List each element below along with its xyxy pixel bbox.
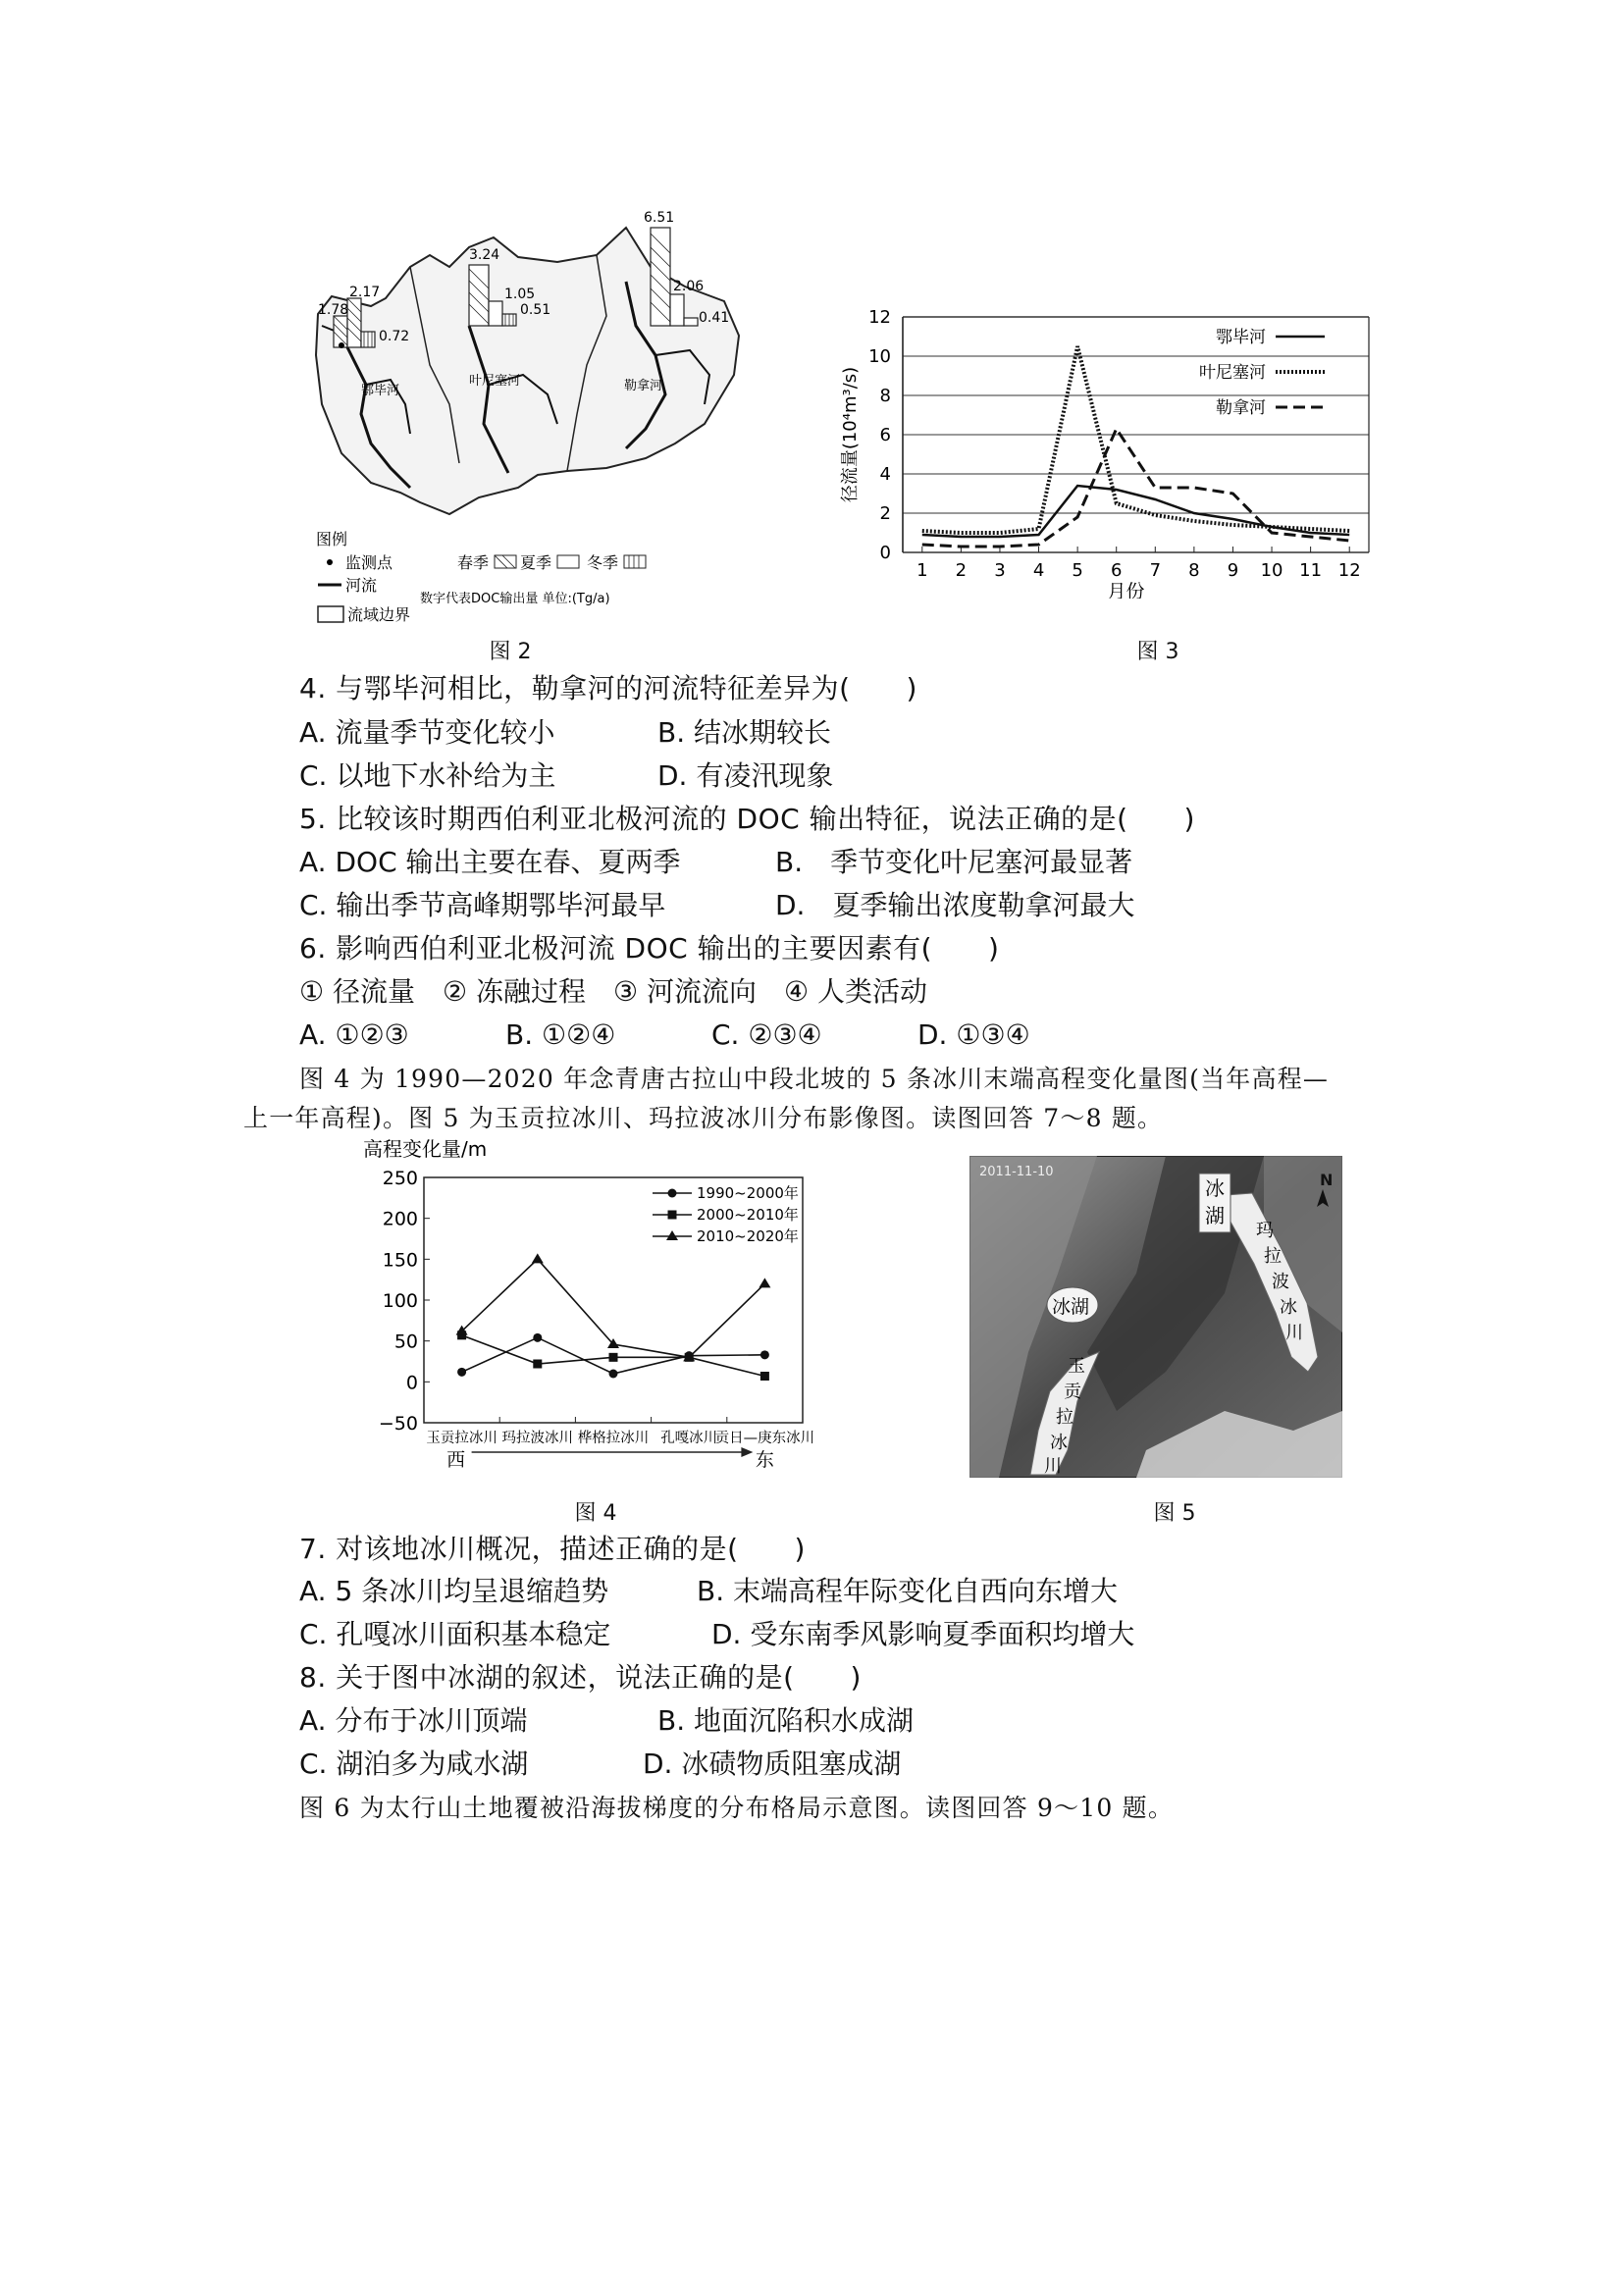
value-ob-spring: 1.78 [318,302,349,318]
glacier-left-char-3: 拉 [1056,1407,1073,1428]
q8-option-a: A. 分布于冰川顶端 [299,1704,528,1737]
q5-option-c: C. 输出季节高峰期鄂毕河最早 [299,889,666,921]
north-label: N [1320,1171,1334,1189]
x-tick-label: 3 [994,560,1006,581]
q7-option-d: D. 受东南季风影响夏季面积均增大 [711,1618,1135,1650]
q6-factors: ① 径流量 ② 冻融过程 ③ 河流流向 ④ 人类活动 [299,975,928,1008]
legend-title: 图例 [316,530,348,548]
value-yenisei-summer: 1.05 [504,287,536,302]
y-tick-label: 250 [382,1168,418,1189]
q4-option-c: C. 以地下水补给为主 [299,759,556,792]
y-tick-label: 6 [879,425,891,445]
bar-lena-spring [651,228,670,326]
value-ob-summer: 2.17 [349,285,381,300]
glacier-right-char-4: 冰 [1280,1297,1297,1318]
legend-label: 叶尼塞河 [1199,363,1266,383]
bar-yenisei-summer [489,301,502,326]
q4-option-a: A. 流量季节变化较小 [299,716,555,749]
glacier-right-char-1: 玛 [1256,1221,1274,1241]
x-tick-label: 8 [1188,560,1200,581]
basin-label-yenisei: 叶尼塞河 [469,374,521,389]
x-tick-label: 7 [1149,560,1162,581]
figure-2-map [312,208,754,640]
series-line-2 [922,346,1349,533]
figure-4-caption: 图 4 [574,1501,617,1526]
legend-winter-swatch [624,555,646,568]
figure-3-chart [834,299,1384,599]
y-tick-label: 12 [868,307,891,328]
bar-lena-winter [684,318,698,326]
q5-stem: 5. 比较该时期西伯利亚北极河流的 DOC 输出特征，说法正确的是( ) [299,803,1195,835]
legend-note: 数字代表DOC输出量 单位:(Tg/a) [420,592,610,606]
legend-marker [668,1211,677,1220]
value-yenisei-spring: 3.24 [469,247,500,263]
figure-5-caption: 图 5 [1153,1501,1196,1526]
legend-spring: 春季 [457,553,490,572]
legend-label: 鄂毕河 [1216,328,1266,347]
east-label: 东 [755,1449,774,1471]
data-point [760,1372,769,1381]
lake-left-label: 冰湖 [1052,1296,1090,1318]
glacier-left-char-4: 冰 [1050,1433,1068,1453]
q6-option-d: D. ①③④ [917,1018,1030,1051]
y-tick-label: 100 [382,1290,418,1312]
x-tick-label: 1 [916,560,928,581]
q8-option-d: D. 冰碛物质阻塞成湖 [643,1748,902,1780]
legend-boundary-symbol [318,606,343,622]
data-point [533,1333,542,1342]
intro-9-10: 图 6 为太行山土地覆被沿海拔梯度的分布格局示意图。读图回答 9～10 题。 [299,1794,1175,1822]
figure-2-caption: 图 2 [489,640,532,664]
data-point [760,1350,769,1359]
y-tick-label: 8 [879,386,891,406]
y-axis-label: 径流量(10⁴m³/s) [840,366,861,503]
x-tick-label: 2 [955,560,968,581]
y-tick-label: 4 [879,464,891,485]
glacier-right-char-5: 川 [1285,1323,1303,1343]
x-tick-label: 6 [1110,560,1123,581]
image-timestamp: 2011-11-10 [979,1165,1054,1179]
legend-label: 2000~2010年 [697,1206,799,1224]
q5-option-a: A. DOC 输出主要在春、夏两季 [299,846,681,878]
y-tick-label: −50 [378,1413,418,1435]
value-lena-spring: 6.51 [644,210,675,226]
glacier-right-char-2: 拉 [1264,1246,1282,1267]
y-axis-label: 高程变化量/m [363,1137,488,1161]
legend-winter: 冬季 [587,553,619,572]
x-axis-label: 月份 [1107,581,1145,599]
figure-4 [363,1136,922,1494]
y-tick-label: 200 [382,1208,418,1230]
y-tick-label: 0 [879,543,891,563]
x-tick-label: 孔嘎冰川 [660,1431,718,1446]
glacier-left-char-2: 贡 [1064,1382,1081,1402]
glacier-left-char-1: 玉 [1068,1356,1085,1377]
y-tick-label: 2 [879,503,891,524]
figure-3 [834,299,1384,599]
legend-label: 勒拿河 [1216,398,1266,418]
glacier-right-char-3: 波 [1272,1272,1289,1292]
x-tick-label: 桦格拉冰川 [577,1431,650,1446]
q4-option-b: B. 结冰期较长 [657,716,832,749]
data-point [609,1353,618,1362]
basin-label-lena: 勒拿河 [624,379,663,393]
q7-option-a: A. 5 条冰川均呈退缩趋势 [299,1575,609,1607]
q7-option-c: C. 孔嘎冰川面积基本稳定 [299,1618,611,1650]
value-ob-winter: 0.72 [379,329,410,344]
legend-label: 2010~2020年 [697,1227,799,1245]
legend-marker [668,1189,677,1198]
q4-stem: 4. 与鄂毕河相比，勒拿河的河流特征差异为( ) [299,672,917,704]
q7-option-b: B. 末端高程年际变化自西向东增大 [697,1575,1119,1607]
x-tick-label: 9 [1227,560,1239,581]
legend-marker [666,1230,678,1240]
legend-summer-swatch [557,555,579,568]
data-point [759,1278,770,1287]
arrow-head-icon [741,1447,753,1457]
x-tick-label: 玛拉波冰川 [501,1431,574,1446]
q6-option-a: A. ①②③ [299,1018,409,1051]
figure-4-chart [363,1136,922,1494]
x-tick-label: 11 [1299,560,1323,581]
legend-label: 1990~2000年 [697,1184,799,1202]
intro-7-8-line2: 上一年高程)。图 5 为玉贡拉冰川、玛拉波冰川分布影像图。读图回答 7～8 题。 [243,1104,1164,1132]
legend-river: 河流 [345,576,378,595]
q5-option-b: B. 季节变化叶尼塞河最显著 [775,846,1133,878]
y-tick-label: 10 [868,346,891,367]
q7-stem: 7. 对该地冰川概况，描述正确的是( ) [299,1533,806,1565]
intro-7-8-line1: 图 4 为 1990—2020 年念青唐古拉山中段北坡的 5 条冰川末端高程变化量图(当年高程— [299,1065,1330,1093]
x-tick-label: 10 [1260,560,1283,581]
y-tick-label: 50 [393,1331,418,1353]
west-label: 西 [446,1449,466,1471]
x-tick-label: 4 [1032,560,1045,581]
q8-stem: 8. 关于图中冰湖的叙述，说法正确的是( ) [299,1661,862,1694]
lake-right-label-2: 湖 [1205,1204,1225,1227]
value-lena-winter: 0.41 [699,310,730,326]
bar-lena-summer [670,294,684,326]
q8-option-b: B. 地面沉陷积水成湖 [657,1704,915,1737]
legend-monitor: 监测点 [345,553,393,572]
x-tick-label: 5 [1072,560,1083,581]
x-tick-label: 玉贡拉冰川 [426,1431,497,1446]
x-tick-label: 贡日—庚东冰川 [714,1431,815,1446]
lake-right-label-1: 冰 [1205,1176,1225,1200]
q6-option-c: C. ②③④ [711,1018,822,1051]
data-point [609,1370,618,1379]
data-point [532,1253,544,1263]
legend-boundary: 流域边界 [347,605,411,624]
data-point [533,1360,542,1369]
data-point [457,1368,466,1377]
value-yenisei-winter: 0.51 [520,302,551,318]
monitor-point [339,342,344,348]
q5-option-d: D. 夏季输出浓度勒拿河最大 [775,889,1135,921]
value-lena-summer: 2.06 [673,279,705,294]
q8-option-c: C. 湖泊多为咸水湖 [299,1748,529,1780]
figure-5-image [969,1156,1342,1478]
figure-3-caption: 图 3 [1136,640,1179,664]
figure-2 [312,208,754,640]
q6-option-b: B. ①②④ [505,1018,616,1051]
glacier-left-char-5: 川 [1044,1456,1062,1477]
basin-outline [316,228,739,514]
basin-label-ob: 鄂毕河 [361,384,400,398]
q4-option-d: D. 有凌汛现象 [657,759,834,792]
figure-5 [969,1156,1342,1478]
y-tick-label: 150 [382,1249,418,1272]
x-tick-label: 12 [1337,560,1361,581]
legend-summer: 夏季 [520,553,552,572]
legend-monitor-symbol [327,559,333,565]
q6-stem: 6. 影响西伯利亚北极河流 DOC 输出的主要因素有( ) [299,932,1000,965]
y-tick-label: 0 [405,1372,418,1394]
